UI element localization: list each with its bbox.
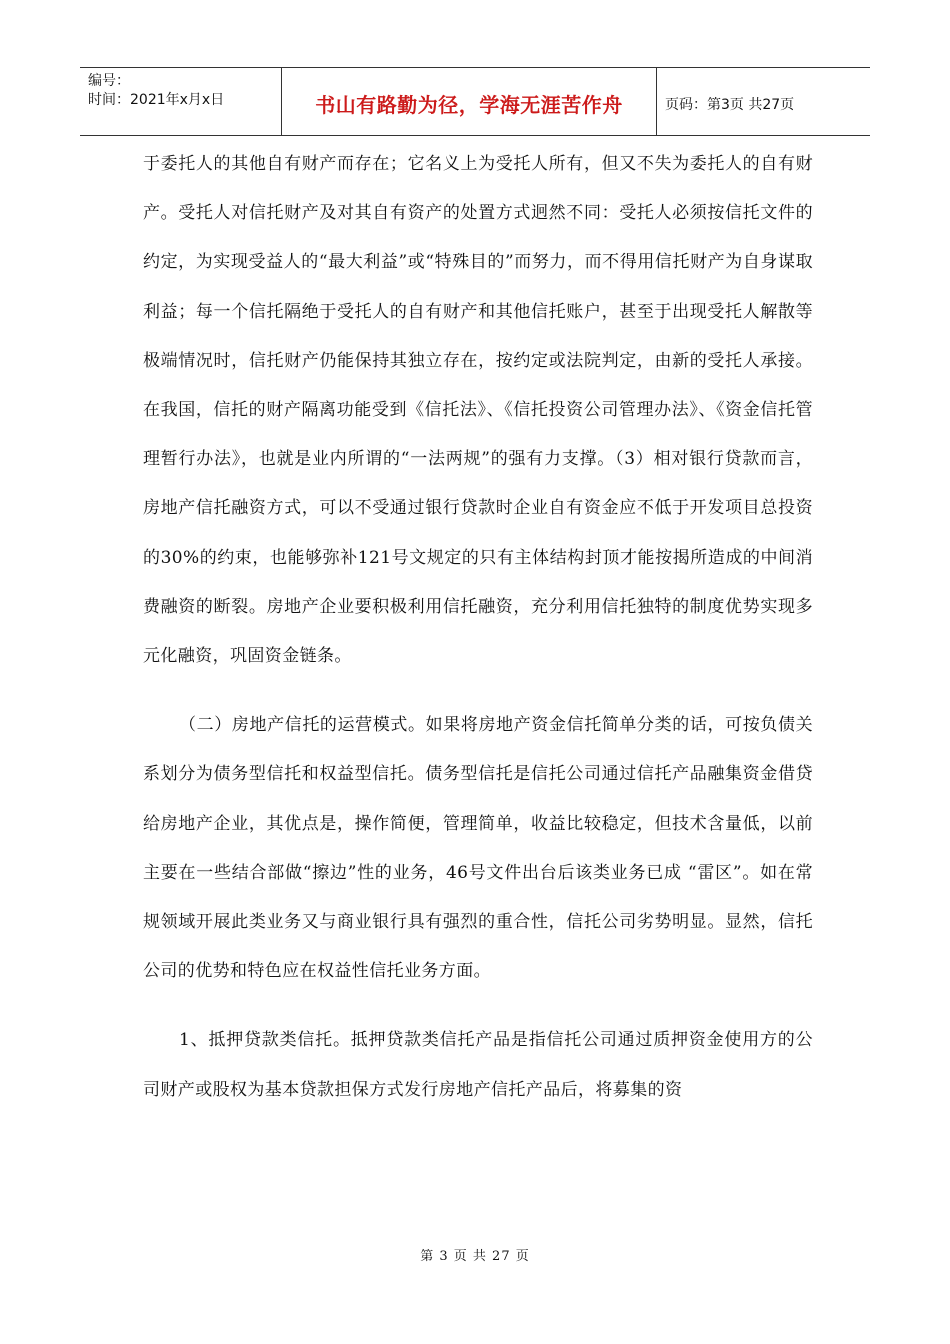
body-paragraph: 于委托人的其他自有财产而存在；它名义上为受托人所有，但又不失为委托人的自有财产。受托人对信托财产及对其自有资产的处置方式迥然不同：受托人必须按信托文件的约定，为实现受益人的“最大利益”或“特殊目的”而努力，而不得用信托财产为自身谋取利益；每一个信托隔绝于受托人的自有财产和其他信托账户，甚至于出现受托人解散等极端情况时，信托财产仍能保持其独立存在，按约定或法院判定，由新的受托人承接。在我国，信托的财产隔离功能受到《信托法》、《信托投资公司管理办法》、《资金信托管理暂行办法》，也就是业内所谓的“一法两规”的强有力支撑。（3）相对银行贷款而言，房地产信托融资方式，可以不受通过银行贷款时企业自有资金应不低于开发项目总投资的30%的约束，也能够弥补121号文规定的只有主体结构封顶才能按揭所造成的中间消费融资的断裂。房地产企业要积极利用信托融资，充分利用信托独特的制度优势实现多元化融资，巩固资金链条。 [143, 154, 813, 667]
page-header [80, 67, 870, 136]
header-motto: 书山有路勤为径，学海无涯苦作舟 [315, 93, 623, 117]
page-footer: 第 3 页 共 27 页 [420, 1249, 530, 1264]
header-page-info: 页码：第3页 共27页 [665, 96, 795, 113]
header-motto-cell [282, 68, 657, 135]
date-label: 时间：2021年x月x日 [88, 92, 225, 108]
serial-number-label: 编号： [88, 73, 130, 89]
body-paragraph: （二）房地产信托的运营模式。如果将房地产资金信托简单分类的话，可按负债关系划分为债务型信托和权益型信托。债务型信托是信托公司通过信托产品融集资金借贷给房地产企业，其优点是，操作简便，管理简单，收益比较稳定，但技术含量低，以前主要在一些结合部做“擦边”性的业务，46号文件出台后该类业务已成 “雷区”。如在常规领域开展此类业务又与商业银行具有强烈的重合性，信托公司劣势明显。显然，信托公司的优势和特色应在权益性信托业务方面。 [143, 715, 813, 982]
body-paragraph: 1、抵押贷款类信托。抵押贷款类信托产品是指信托公司通过质押资金使用方的公司财产或股权为基本贷款担保方式发行房地产信托产品后，将募集的资 [143, 1030, 813, 1100]
header-meta-cell [80, 68, 282, 135]
document-body [143, 140, 813, 1115]
header-page-cell [657, 68, 870, 135]
